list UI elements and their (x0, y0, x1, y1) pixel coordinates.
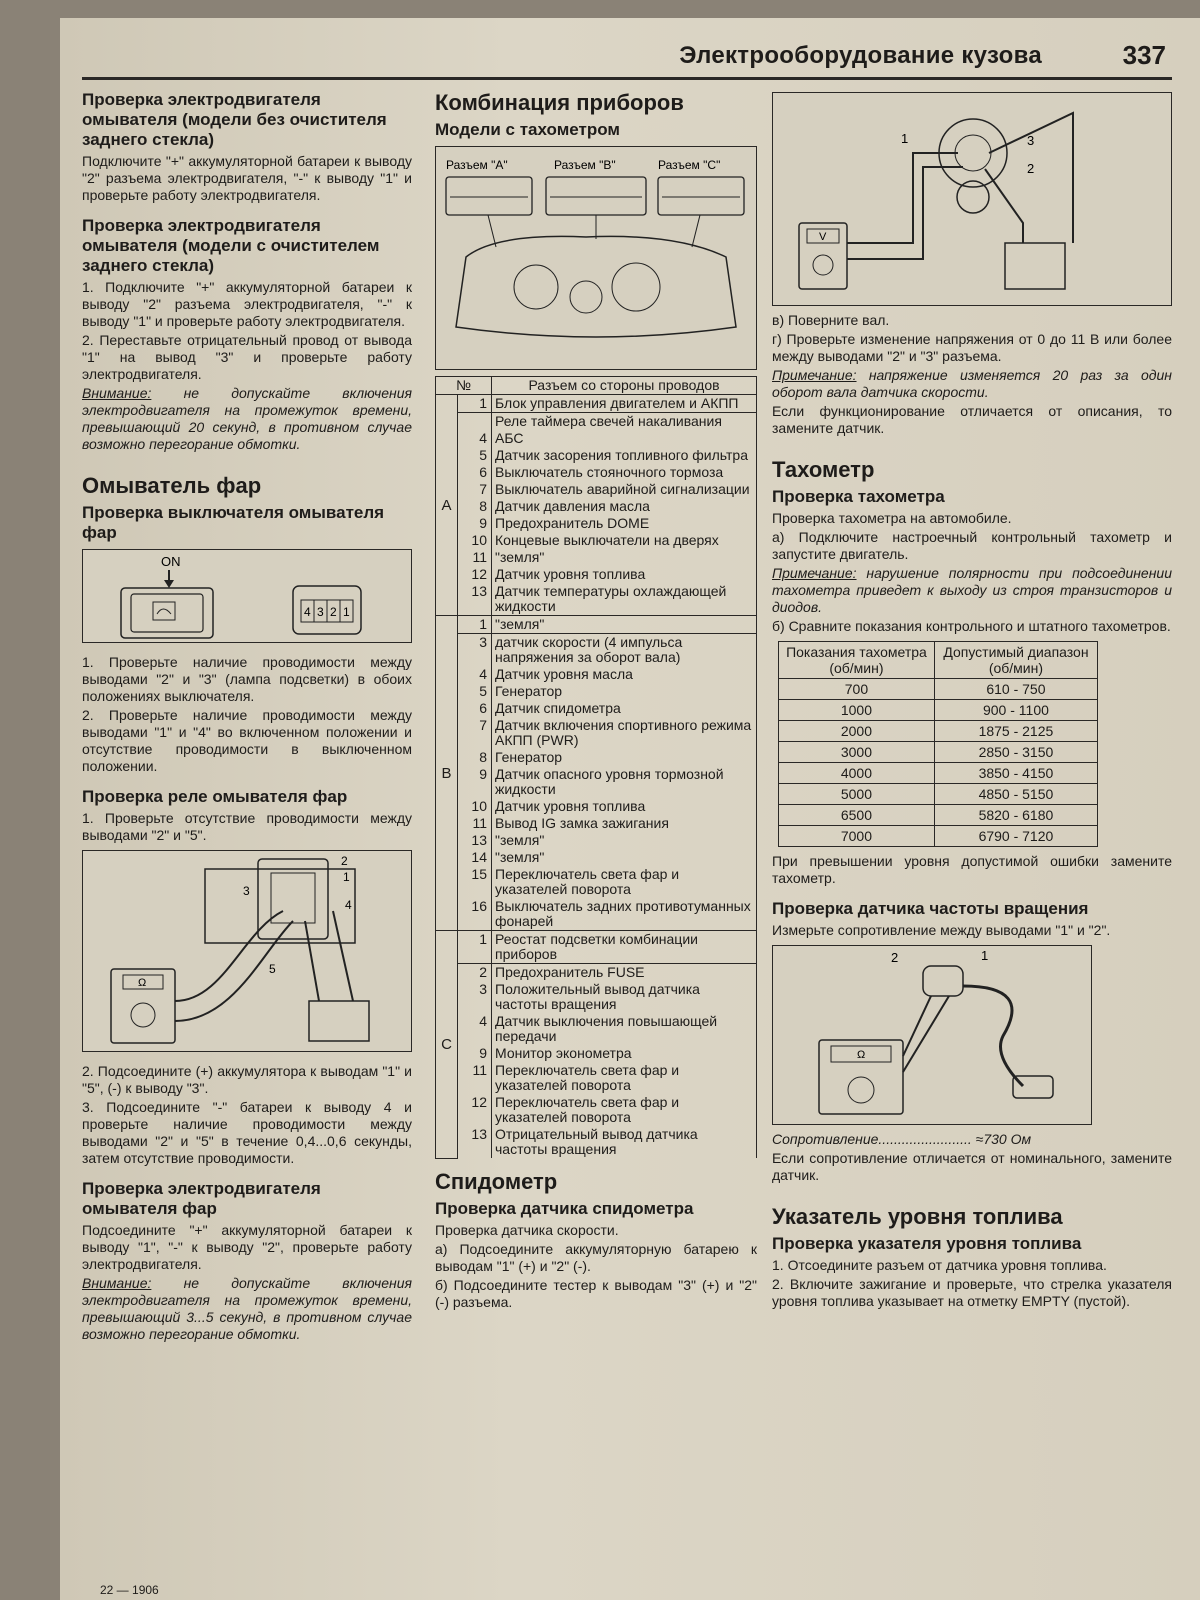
pin-description: Отрицательный вывод датчика частоты вращения (492, 1126, 757, 1158)
tach-reading: 2000 (779, 721, 935, 742)
tach-range: 900 - 1100 (934, 700, 1097, 721)
table-row (436, 849, 757, 866)
section-headlamp-motor-title: Проверка электродвигателя омывателя фар (82, 1179, 321, 1218)
table-row (436, 413, 757, 431)
connector-a-label: Разъем "A" (446, 158, 508, 172)
pin-number: 4 (458, 430, 492, 447)
sensor-pin-2: 2 (1027, 161, 1035, 176)
tach-range: 4850 - 5150 (934, 784, 1097, 805)
table-row (779, 679, 1098, 700)
pin-number: 13 (458, 832, 492, 849)
ohm-symbol: Ω (857, 1049, 866, 1061)
pin-description: АБС (492, 430, 757, 447)
pin-description: Датчик включения спортивного режима АКПП (PWR) (492, 717, 757, 749)
section-washer-motor-text: Подключите "+" аккумуляторной батареи к выводу "2" разъема электродвигателя, "-" к выводу "1" и проверьте работу электродвигателя. (82, 153, 412, 203)
column-right (772, 90, 1172, 1312)
pin-number: 9 (458, 1045, 492, 1062)
tach-range: 5820 - 6180 (934, 805, 1097, 826)
pin-description: Концевые выключатели на дверях (492, 532, 757, 549)
tach-text-after: При превышении уровня допустимой ошибки замените тахометр. (772, 853, 1172, 886)
pin-description: Датчик уровня масла (492, 666, 757, 683)
section-washer-motor-rear-p2: 2. Переставьте отрицательный провод от вывода "1" на вывод "3" и проверьте работу электродвигателя. (82, 332, 412, 382)
page-footer: 22 — 1906 (100, 1583, 159, 1597)
tach-range: 6790 - 7120 (934, 826, 1097, 847)
pin-number: 1 (458, 931, 492, 964)
section-speedo-title: Спидометр (435, 1168, 558, 1194)
tach-range: 610 - 750 (934, 679, 1097, 700)
speed-sensor-figure (772, 92, 1172, 306)
tach-reading: 5000 (779, 784, 935, 805)
sensor-pin-3: 3 (1027, 133, 1035, 148)
pin-4: 4 (304, 605, 311, 619)
table-row (779, 700, 1098, 721)
tach-head-reading: Показания тахометра (об/мин) (779, 642, 935, 679)
table-head-description: Разъем со стороны проводов (492, 377, 757, 395)
table-row (779, 805, 1098, 826)
pin-number: 3 (458, 634, 492, 667)
ohm-symbol: Ω (138, 977, 147, 989)
rpm-text: Измерьте сопротивление между выводами "1" и "2". (772, 922, 1111, 938)
relay-figure (82, 850, 412, 1052)
tach-table (778, 641, 1098, 847)
speedo-text-0: Проверка датчика скорости. (435, 1221, 619, 1238)
section-headlamp-washer-title: Омыватель фар (82, 473, 262, 498)
pin-number: 11 (458, 549, 492, 566)
pin-description: "земля" (492, 616, 757, 634)
table-row (436, 395, 757, 413)
table-row (436, 981, 757, 1013)
tach-reading: 1000 (779, 700, 935, 721)
table-row (779, 784, 1098, 805)
table-row (779, 742, 1098, 763)
relay-pin-5: 5 (269, 962, 276, 976)
pin-description: Датчик выключения повышающей передачи (492, 1013, 757, 1045)
pin-number: 4 (458, 1013, 492, 1045)
column-left (82, 90, 412, 1345)
relay-pin-3: 3 (243, 884, 250, 898)
table-row (436, 1062, 757, 1094)
tach-text-a: а) Подключите настроечный контрольный тахометр и запустите двигатель. (772, 529, 1172, 562)
pin-number: 1 (458, 616, 492, 634)
warning-note-2 (82, 1275, 412, 1343)
table-row (436, 566, 757, 583)
table-row (436, 717, 757, 749)
pin-description: Генератор (492, 683, 757, 700)
note-text: нарушение полярности при подсоединении тахометра приведет к выходу из строя транзисторов и диодов. (772, 565, 1172, 615)
relay-pin-2: 2 (341, 854, 348, 868)
pin-number: 5 (458, 447, 492, 464)
volt-symbol: V (819, 231, 827, 243)
table-row (436, 866, 757, 898)
table-row (436, 447, 757, 464)
table-row (436, 898, 757, 931)
relay-pin-1: 1 (343, 870, 350, 884)
table-row (436, 931, 757, 964)
rpm-pin-2: 2 (891, 950, 899, 965)
table-row (436, 515, 757, 532)
warning-label: Внимание: (82, 385, 152, 401)
rpm-sensor-figure (772, 945, 1092, 1125)
pin-description: Выключатель задних противотуманных фонарей (492, 898, 757, 931)
tach-range: 2850 - 3150 (934, 742, 1097, 763)
pin-number: 5 (458, 683, 492, 700)
pin-description: Монитор эконометра (492, 1045, 757, 1062)
pin-number: 15 (458, 866, 492, 898)
table-row (436, 616, 757, 634)
switch-check-p2: 2. Проверьте наличие проводимости между выводами "1" и "4" во включенном положении и отсутствие проводимости в выключенном положении. (82, 707, 412, 774)
pin-description: Датчик уровня топлива (492, 566, 757, 583)
tach-range: 3850 - 4150 (934, 763, 1097, 784)
relay-check-p3: 3. Подсоедините "-" батареи к выводу 4 и проверьте наличие проводимости между выводами "2" и "5" в течение 0,4...0,6 секунды, затем отсутствие проводимости. (82, 1099, 412, 1166)
connector-c-label: Разъем "C" (658, 158, 721, 172)
pin-description: Предохранитель FUSE (492, 964, 757, 982)
section-cluster-subtitle: Модели с тахометром (435, 120, 620, 139)
speedo-text-after: Если функционирование отличается от описания, то замените датчик. (772, 403, 1172, 436)
relay-check-p1: 1. Проверьте отсутствие проводимости между выводами "2" и "5". (82, 810, 412, 843)
table-row (436, 1013, 757, 1045)
table-row (436, 749, 757, 766)
speedo-text-g: г) Проверьте изменение напряжения от 0 до 11 В или более между выводами "2" и "3" разъема. (772, 331, 1172, 364)
pin-description: Положительный вывод датчика частоты вращения (492, 981, 757, 1013)
tach-reading: 700 (779, 679, 935, 700)
table-row (436, 832, 757, 849)
switch-figure (82, 549, 412, 643)
pin-number (458, 413, 492, 431)
section-speedo-subtitle: Проверка датчика спидометра (435, 1198, 694, 1218)
warning-text: не допускайте включения электродвигателя на промежуток времени, превышающий 3...5 секунд, в противном случае возможно перегорание обмотки. (82, 1275, 412, 1342)
pin-number: 8 (458, 498, 492, 515)
relay-pin-4: 4 (345, 898, 352, 912)
note-text: напряжение изменяется 20 раз за один оборот вала датчика скорости. (772, 367, 1172, 400)
cluster-connectors-figure (435, 146, 757, 370)
warning-text: не допускайте включения электродвигателя на промежуток времени, превышающий 20 секунд, в противном случае возможно перегорание обмотки. (82, 385, 412, 452)
table-row (436, 634, 757, 667)
pin-number: 9 (458, 515, 492, 532)
connector-b-label: Разъем "B" (554, 158, 616, 172)
tach-note (772, 565, 1172, 616)
page-header (82, 40, 1172, 80)
section-fuel-subtitle: Проверка указателя уровня топлива (772, 1234, 1082, 1253)
tach-text-0: Проверка тахометра на автомобиле. (772, 510, 1012, 526)
table-row (436, 666, 757, 683)
pin-number: 8 (458, 749, 492, 766)
tach-head-range: Допустимый диапазон (об/мин) (934, 642, 1097, 679)
pin-description: Датчик спидометра (492, 700, 757, 717)
pin-number: 7 (458, 717, 492, 749)
table-row (436, 683, 757, 700)
table-row (436, 583, 757, 616)
pin-2: 2 (330, 605, 337, 619)
switch-check-p1: 1. Проверьте наличие проводимости между выводами "2" и "3" (лампа подсветки) в обоих положениях выключателя. (82, 654, 412, 704)
speedo-text-b: б) Подсоедините тестер к выводам "3" (+) и "2" (-) разъема. (435, 1276, 757, 1310)
pin-description: Блок управления двигателем и АКПП (492, 395, 757, 413)
on-label: ON (161, 554, 181, 569)
relay-check-p2: 2. Подсоедините (+) аккумулятора к выводам "1" и "5", (-) к выводу "3". (82, 1063, 412, 1096)
pin-description: Выключатель стояночного тормоза (492, 464, 757, 481)
page-title: Электрооборудование кузова (679, 42, 1042, 69)
pin-1: 1 (343, 605, 350, 619)
pin-number: 12 (458, 566, 492, 583)
pin-description: Датчик опасного уровня тормозной жидкости (492, 766, 757, 798)
sensor-pin-1: 1 (901, 131, 909, 146)
table-row (779, 763, 1098, 784)
section-washer-motor-title: Проверка электродвигателя омывателя (модели без очистителя заднего стекла) (82, 90, 387, 149)
section-tach-title: Тахометр (772, 457, 875, 482)
pin-description: "земля" (492, 849, 757, 866)
pin-3: 3 (317, 605, 324, 619)
pin-description: Предохранитель DOME (492, 515, 757, 532)
rpm-pin-1: 1 (981, 948, 989, 963)
pin-number: 16 (458, 898, 492, 931)
section-cluster-title: Комбинация приборов (435, 90, 684, 115)
pin-description: Датчик уровня топлива (492, 798, 757, 815)
resistance-value: Сопротивление........................ ≈730 Ом (772, 1131, 1032, 1147)
pin-description: Реле таймера свечей накаливания (492, 413, 757, 431)
pin-description: Датчик температуры охлаждающей жидкости (492, 583, 757, 616)
table-row (779, 721, 1098, 742)
speedo-note (772, 367, 1172, 401)
section-rpm-sensor-title: Проверка датчика частоты вращения (772, 899, 1089, 918)
section-relay-title: Проверка реле омывателя фар (82, 787, 348, 806)
pin-number: 2 (458, 964, 492, 982)
table-row (436, 430, 757, 447)
pin-number: 13 (458, 583, 492, 616)
pin-number: 3 (458, 981, 492, 1013)
pin-description: Вывод IG замка зажигания (492, 815, 757, 832)
pin-number: 13 (458, 1126, 492, 1158)
book-page (60, 18, 1200, 1600)
pin-description: Выключатель аварийной сигнализации (492, 481, 757, 498)
tach-reading: 3000 (779, 742, 935, 763)
pin-number: 4 (458, 666, 492, 683)
table-row (436, 498, 757, 515)
pin-description: Переключатель света фар и указателей поворота (492, 1062, 757, 1094)
pin-description: Переключатель света фар и указателей поворота (492, 866, 757, 898)
fuel-text-2: 2. Включите зажигание и проверьте, что стрелка указателя уровня топлива указывает на отметку EMPTY (пустой). (772, 1276, 1172, 1309)
pin-number: 1 (458, 395, 492, 413)
table-row (436, 815, 757, 832)
pin-description: датчик скорости (4 импульса напряжения за оборот вала) (492, 634, 757, 667)
pin-description: Переключатель света фар и указателей поворота (492, 1094, 757, 1126)
fuel-text-1: 1. Отсоедините разъем от датчика уровня топлива. (772, 1257, 1107, 1273)
section-headlamp-switch-title: Проверка выключателя омывателя фар (82, 503, 385, 542)
headlamp-motor-text: Подсоедините "+" аккумуляторной батареи к выводу "1", "-" к выводу "2", проверьте работу электродвигателя. (82, 1222, 412, 1272)
table-row (436, 700, 757, 717)
table-row (436, 481, 757, 498)
speedo-text-a: а) Подсоедините аккумуляторную батарею к выводам "1" (+) и "2" (-). (435, 1240, 757, 1274)
tach-reading: 4000 (779, 763, 935, 784)
warning-label: Внимание: (82, 1275, 152, 1291)
section-washer-motor-rear-p1: 1. Подключите "+" аккумуляторной батареи к выводу "2" разъема электродвигателя, "-" к выводу "1" и проверьте работу электродвигателя. (82, 279, 412, 329)
table-row (436, 798, 757, 815)
pin-description: "земля" (492, 549, 757, 566)
note-label: Примечание: (772, 367, 857, 383)
table-row (436, 766, 757, 798)
speedo-text-v: в) Поверните вал. (772, 312, 890, 328)
pin-number: 6 (458, 464, 492, 481)
connector-group-label: C (436, 931, 458, 1159)
tach-text-b: б) Сравните показания контрольного и штатного тахометров. (772, 618, 1171, 634)
connector-pin-table (435, 376, 757, 1159)
table-row (436, 964, 757, 982)
pin-description: Датчик давления масла (492, 498, 757, 515)
tach-reading: 6500 (779, 805, 935, 826)
table-row (436, 532, 757, 549)
pin-description: Генератор (492, 749, 757, 766)
table-head-number: № (436, 377, 492, 395)
tach-range: 1875 - 2125 (934, 721, 1097, 742)
pin-description: Датчик засорения топливного фильтра (492, 447, 757, 464)
column-middle (435, 90, 757, 1313)
pin-number: 7 (458, 481, 492, 498)
pin-number: 10 (458, 798, 492, 815)
pin-number: 6 (458, 700, 492, 717)
table-row (436, 1094, 757, 1126)
warning-note-1 (82, 385, 412, 453)
rpm-text-after: Если сопротивление отличается от номинального, замените датчик. (772, 1150, 1172, 1183)
table-row (436, 549, 757, 566)
pin-description: Реостат подсветки комбинации приборов (492, 931, 757, 964)
section-fuel-title: Указатель уровня топлива (772, 1204, 1063, 1229)
section-tach-subtitle: Проверка тахометра (772, 487, 945, 506)
pin-number: 14 (458, 849, 492, 866)
note-label: Примечание: (772, 565, 857, 581)
table-row (779, 826, 1098, 847)
pin-number: 11 (458, 815, 492, 832)
pin-number: 11 (458, 1062, 492, 1094)
table-row (436, 1045, 757, 1062)
section-washer-motor-rear-title: Проверка электродвигателя омывателя (модели с очистителем заднего стекла) (82, 216, 380, 275)
connector-group-label: B (436, 616, 458, 931)
page-number: 337 (1122, 40, 1166, 70)
table-row (436, 464, 757, 481)
pin-number: 12 (458, 1094, 492, 1126)
connector-group-label: A (436, 395, 458, 616)
tach-reading: 7000 (779, 826, 935, 847)
table-row (436, 1126, 757, 1158)
pin-number: 9 (458, 766, 492, 798)
pin-number: 10 (458, 532, 492, 549)
pin-description: "земля" (492, 832, 757, 849)
